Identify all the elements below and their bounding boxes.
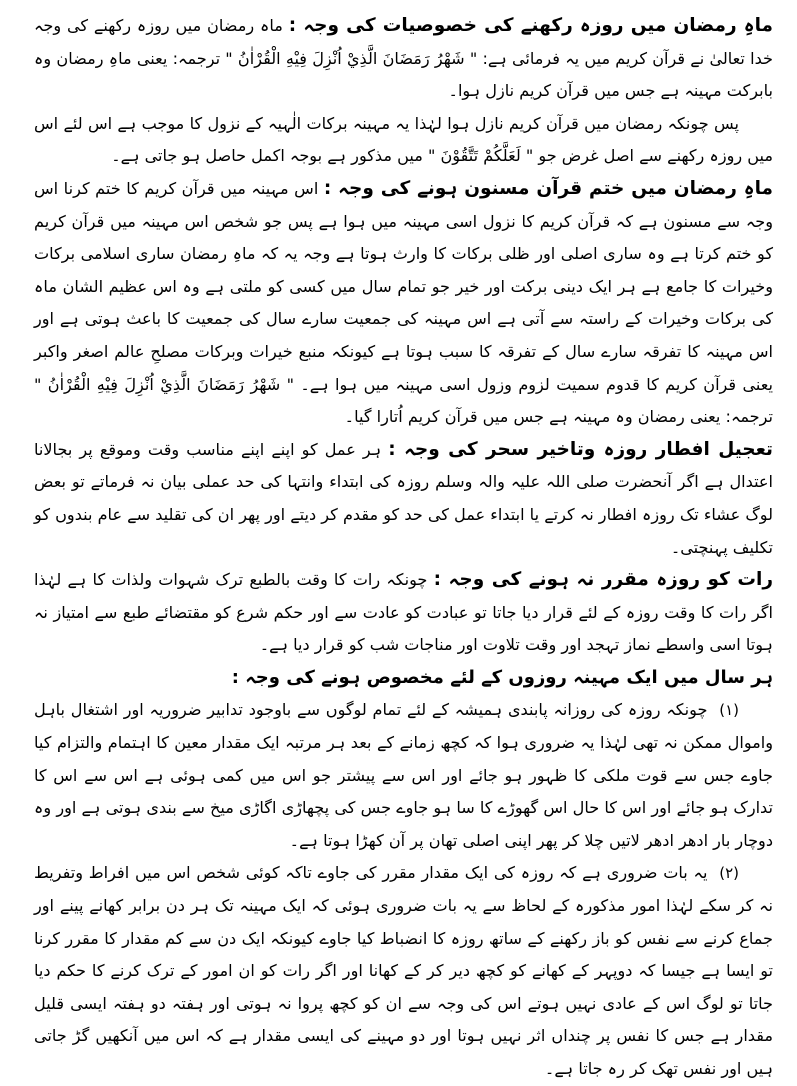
item-1-number: (۱): [719, 701, 739, 720]
section-3-paragraph: [34, 434, 773, 564]
item-2-text: یہ بات ضروری ہے کہ روزہ کی ایک مقدار مقرر کی جاوے تاکہ کوئی شخص اس میں افراط وتفریط نہ کر سکے لہٰذا امور مذکورہ کے لحاظ سے یہ بات ضروری ہوئی کہ ایک مہینہ تک ہر دن برابر کھانے پینے اور جماع کرنے سے نفس کو باز رکھنے کے ساتھ روزہ کا انضباط کیا جاوے کیونکہ ایک دن سے کم مقدار کا مقرر کرنا تو ایسا ہے جیسا کہ دوپہر کے کھانے کو کچھ دیر کر کے کھانا اور اگر رات کو ان امور کے ترک کرنے کا حکم دیا جاتا تو لوگ اس کے عادی نہیں ہوتے اس کی وجہ سے ان کو کچھ پروا نہ ہوتی اور ہفتہ دو ہفتہ ایسی قلیل مقدار ہے جس کا نفس پر چنداں اثر نہیں ہوتا اور دو مہینے کی ایسی مقدار ہے کہ اس میں آنکھیں گڑ جاتی ہیں اور نفس تھک کر رہ جاتا ہے۔: [34, 863, 773, 1078]
section-5-item-1: [34, 694, 773, 857]
section-5-heading: ہر سال میں ایک مہینہ روزوں کے لئے مخصوص ہونے کی وجہ :: [231, 666, 773, 688]
section-5-item-2: [34, 857, 773, 1085]
item-2-number: (۲): [719, 864, 739, 883]
section-1-continuation: پس چونکہ رمضان میں قرآن کریم نازل ہوا لہٰذا یہ مہینہ برکات الٰہیہ کے نزول کا موجب ہے اس لئے اس میں روزہ رکھنے سے اصل غرض جو " لَعَلَّكُمْ تَتَّقُوْنَ " میں مذکور ہے بوجہ اکمل حاصل ہو جاتی ہے۔: [34, 113, 773, 166]
section-2-body: اس مہینہ میں قرآن کریم کا ختم کرنا اس وجہ سے مسنون ہے کہ قرآن کریم کا نزول اسی مہینہ میں ہوا ہے پس جو شخص اس مہینہ میں قرآن کریم کو ختم کرتا ہے وہ ساری اصلی اور ظلی برکات کا وارث ہوتا ہے وجہ یہ کہ ماہِ رمضان ساری اسلامی برکات وخیرات کا جامع ہے ہر ایک دینی برکت اور خیر جو تمام سال میں کسی کو ملتی ہے وہ اس عظیم الشان ماہ کی برکات وخیرات کے راستہ سے آتی ہے اس مہینہ کی جمعیت سارے سال کی جمعیت کا باعث ہوتی ہے اور اس مہینہ کا تفرقہ سارے سال کے تفرقہ کا سبب ہوتا ہے کیونکہ منبع خیرات وبرکات مصلحِ عالم اصغر واکبر یعنی قرآن کریم کا قدوم سمیت لزوم وزول اسی مہینہ میں ہوا ہے۔ " شَهْرُ رَمَضَانَ الَّذِيْ اُنْزِلَ فِيْهِ الْقُرْاٰنُ " ترجمہ: یعنی رمضان وہ مہینہ ہے جس میں قرآن کریم اُتارا گیا۔: [34, 178, 773, 427]
section-4-paragraph: [34, 564, 773, 662]
section-2-heading: ماہِ رمضان میں ختم قرآن مسنون ہونے کی وجہ :: [323, 177, 773, 199]
section-4-heading: رات کو روزہ مقرر نہ ہونے کی وجہ :: [433, 569, 773, 591]
section-4-body: چونکہ رات کا وقت بالطبع ترک شہوات ولذات کا ہے لہٰذا اگر رات کا وقت روزہ کے لئے قرار دیا جاتا تو عبادت کو عادت سے اور حکم شرع کو مقتضائے طبع سے امتیاز نہ ہوتا اسی واسطے نماز تہجد اور وقت تلاوت اور مناجات شب کو قرار دیا ہے۔: [34, 570, 773, 655]
section-3-heading: تعجیل افطار روزہ وتاخیر سحر کی وجہ :: [388, 438, 773, 460]
section-3-body: ہر عمل کو اپنے اپنے مناسب وقت وموقع پر بجالانا اعتدال ہے اگر آنحضرت صلی اللہ علیہ والہ وسلم روزہ کی ابتداء وانتہا کی حد عملی بیان نہ فرماتے تو بعض لوگ عشاء تک روزہ افطار نہ کرتے یا ابتداء عمل کی حد کو مقدم کر دیتے اور پھر ان کی تقلید سے عام بندوں کو تکلیف پہنچتی۔: [34, 439, 773, 557]
section-2-paragraph: [34, 173, 773, 434]
item-1-text: چونکہ روزہ کی روزانہ پابندی ہمیشہ کے لئے تمام لوگوں سے باوجود تدابیر ضروریہ اور اشتغال باہل واموال ممکن نہ تھی لہٰذا یہ ضروری ہوا کہ کچھ زمانے کے بعد ہر مرتبہ ایک مقدار معین کا اہتمام والتزام کیا جاوے جس سے قوت ملکی کا ظہور ہو جائے اور اس سے پیشتر جو اس میں کمی ہوئی ہے اس سے اس کا تدارک ہو جائے اور اس کا حال اس گھوڑے کا سا ہو جاوے جس کی پچھاڑی اگاڑی میخ سے بندی ہوتی ہے اور وہ دوچار بار ادھر ادھر لاتیں چلا کر پھر اپنی اصلی تھان پر آن کھڑا ہوتا ہے۔: [34, 700, 773, 850]
section-1-body: ماہ رمضان میں روزہ رکھنے کی وجہ خدا تعالیٰ نے قرآن کریم میں یہ فرمائی ہے: " شَهْرُ رَمَضَانَ الَّذِيْ اُنْزِلَ فِيْهِ الْقُرْاٰنُ " ترجمہ: یعنی ماہِ رمضان وہ بابرکت مہینہ ہے جس میں قرآن کریم نازل ہوا۔: [34, 16, 773, 101]
section-1-heading: ماہِ رمضان میں روزہ رکھنے کی خصوصیات کی وجہ :: [288, 15, 773, 36]
section-1-paragraph: [34, 10, 773, 108]
